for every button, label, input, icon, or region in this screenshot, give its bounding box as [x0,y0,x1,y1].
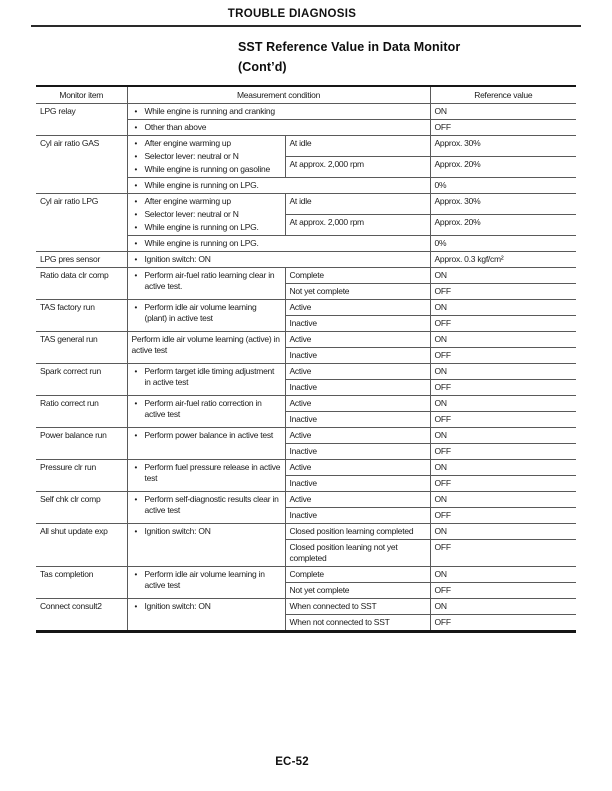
bullet-text: Perform fuel pressure release in active test [144,462,281,483]
monitor-item-cell: Cyl air ratio GAS [36,136,127,194]
reference-table [36,85,576,633]
bullet-text: While engine is running on LPG. [144,222,259,232]
monitor-item-cell: Self chk clr comp [36,492,127,524]
column-header: Monitor item [36,86,127,104]
sub-condition-cell: Active [285,428,430,444]
reference-value-cell: ON [430,460,576,476]
bullet-icon: • [134,197,138,206]
bullet-line [132,122,426,133]
reference-value-cell: ON [430,300,576,316]
bullet-text: After engine warming up [144,138,231,148]
bullet-text: Perform idle air volume learning in active test [144,569,265,590]
sub-condition-cell: Inactive [285,444,430,460]
bullet-line [132,462,281,484]
sub-condition-cell: When connected to SST [285,599,430,615]
bullet-line [132,196,281,207]
bullet-text: Perform power balance in active test [144,430,273,440]
sub-condition-cell: Active [285,300,430,316]
measurement-condition-cell [127,300,285,332]
reference-value-cell: 0% [430,236,576,252]
reference-value-cell: OFF [430,120,576,136]
bullet-icon: • [134,123,138,132]
sub-condition-cell: Active [285,332,430,348]
table-row [36,599,576,615]
bullet-line [132,398,281,420]
document-title: TROUBLE DIAGNOSIS [227,8,357,20]
monitor-item-cell: TAS general run [36,332,127,364]
bullet-line [132,151,281,162]
bullet-text: Perform self-diagnostic results clear in active test [144,494,279,515]
table-row [36,332,576,348]
bullet-line [132,106,426,117]
section-title-line2: (Cont’d) [238,60,287,74]
reference-value-cell: ON [430,268,576,284]
monitor-item-cell: Pressure clr run [36,460,127,492]
monitor-item-cell: Connect consult2 [36,599,127,632]
monitor-item-cell: Power balance run [36,428,127,460]
sub-condition-cell: Inactive [285,412,430,428]
reference-value-cell: Approx. 30% [430,136,576,157]
measurement-condition-cell: Perform idle air volume learning (active) in active test [127,332,285,364]
sub-condition-cell: At approx. 2,000 rpm [285,215,430,236]
sub-condition-cell: Active [285,460,430,476]
measurement-condition-cell [127,252,430,268]
bullet-line [132,222,281,233]
bullet-line [132,430,281,441]
reference-value-cell: ON [430,396,576,412]
table-head-row [36,86,576,104]
sub-condition-cell: At approx. 2,000 rpm [285,157,430,178]
monitor-item-cell: All shut update exp [36,524,127,567]
reference-value-cell: OFF [430,540,576,567]
measurement-condition-cell [127,428,285,460]
sub-condition-cell: Closed position leaning not yet completed [285,540,430,567]
sub-condition-cell: Inactive [285,316,430,332]
reference-value-cell: OFF [430,316,576,332]
bullet-line [132,254,426,265]
bullet-line [132,569,281,591]
table-row [36,194,576,215]
bullet-line [132,209,281,220]
reference-value-cell: OFF [430,583,576,599]
monitor-item-cell: Spark correct run [36,364,127,396]
bullet-icon: • [134,223,138,232]
bullet-line [132,366,281,388]
sub-condition-cell: Active [285,364,430,380]
sub-condition-cell: Inactive [285,508,430,524]
sub-condition-cell: At idle [285,136,430,157]
table-row [36,104,576,120]
reference-value-cell: ON [430,524,576,540]
reference-value-cell: Approx. 20% [430,157,576,178]
sub-condition-cell: Complete [285,567,430,583]
bullet-line [132,138,281,149]
bullet-line [132,302,281,324]
sub-condition-cell: Active [285,396,430,412]
reference-value-cell: OFF [430,412,576,428]
table-row [36,364,576,380]
reference-value-cell: OFF [430,508,576,524]
bullet-text: While engine is running on LPG. [144,180,259,190]
measurement-condition-cell [127,136,285,178]
bullet-line [132,270,281,292]
bullet-line [132,601,281,612]
monitor-item-cell: LPG relay [36,104,127,136]
bullet-icon: • [134,181,138,190]
table-row [36,136,576,157]
table-row [36,567,576,583]
reference-value-cell: ON [430,332,576,348]
reference-value-cell: ON [430,599,576,615]
measurement-condition-cell [127,567,285,599]
bullet-icon: • [134,495,138,504]
sub-condition-cell: Closed position learning completed [285,524,430,540]
bullet-icon: • [134,239,138,248]
bullet-line [132,494,281,516]
bullet-text: Other than above [144,122,207,132]
bullet-icon: • [134,165,138,174]
column-header: Reference value [430,86,576,104]
table-row [36,268,576,284]
bullet-text: Ignition switch: ON [144,601,211,611]
monitor-item-cell: Tas completion [36,567,127,599]
bullet-text: After engine warming up [144,196,231,206]
table-row [36,252,576,268]
bullet-icon: • [134,271,138,280]
bullet-line [132,164,281,175]
measurement-condition-cell [127,492,285,524]
bullet-text: While engine is running on LPG. [144,238,259,248]
sub-condition-cell: When not connected to SST [285,615,430,632]
reference-value-cell: ON [430,364,576,380]
bullet-icon: • [134,431,138,440]
monitor-item-cell: Cyl air ratio LPG [36,194,127,252]
bullet-text: Perform target idle timing adjustment in active test [144,366,275,387]
bullet-line [132,238,426,249]
reference-value-cell: OFF [430,444,576,460]
measurement-condition-cell [127,178,430,194]
bullet-icon: • [134,303,138,312]
page-number: EC-52 [275,756,309,768]
bullet-icon: • [134,210,138,219]
table-row [36,396,576,412]
table-header [36,86,576,104]
reference-value-cell: Approx. 0.3 kgf/cm² [430,252,576,268]
bullet-icon: • [134,255,138,264]
reference-value-cell: OFF [430,615,576,632]
measurement-condition-cell [127,524,285,567]
reference-value-cell: OFF [430,348,576,364]
table-row [36,300,576,316]
monitor-item-cell: TAS factory run [36,300,127,332]
measurement-condition-cell [127,268,285,300]
reference-value-cell: ON [430,428,576,444]
measurement-condition-cell [127,236,430,252]
sub-condition-cell: Not yet complete [285,284,430,300]
sub-condition-cell: Inactive [285,476,430,492]
section-title-line1: SST Reference Value in Data Monitor [238,40,461,54]
sub-condition-cell: Active [285,492,430,508]
bullet-icon: • [134,602,138,611]
measurement-condition-cell [127,104,430,120]
header-rule [31,25,581,27]
measurement-condition-cell [127,599,285,632]
reference-value-cell: ON [430,104,576,120]
table-row [36,524,576,540]
bullet-line [132,526,281,537]
reference-value-cell: OFF [430,284,576,300]
monitor-item-cell: LPG pres sensor [36,252,127,268]
bullet-text: Ignition switch: ON [144,526,211,536]
reference-value-cell: OFF [430,380,576,396]
measurement-condition-cell [127,396,285,428]
table-row [36,492,576,508]
measurement-condition-cell [127,460,285,492]
reference-value-cell: OFF [430,476,576,492]
bullet-text: Perform air-fuel ratio learning clear in active test. [144,270,275,291]
monitor-item-cell: Ratio data clr comp [36,268,127,300]
bullet-icon: • [134,399,138,408]
measurement-condition-cell [127,194,285,236]
bullet-line [132,180,426,191]
sub-condition-cell: Inactive [285,380,430,396]
section-title [238,37,460,77]
reference-value-cell: ON [430,567,576,583]
bullet-text: While engine is running and cranking [144,106,275,116]
bullet-text: Selector lever: neutral or N [144,209,239,219]
sub-condition-cell: Inactive [285,348,430,364]
reference-value-cell: ON [430,492,576,508]
monitor-item-cell: Ratio correct run [36,396,127,428]
bullet-text: While engine is running on gasoline [144,164,270,174]
table-body [36,104,576,632]
sub-condition-cell: Not yet complete [285,583,430,599]
bullet-text: Ignition switch: ON [144,254,211,264]
bullet-icon: • [134,367,138,376]
measurement-condition-cell [127,120,430,136]
bullet-icon: • [134,570,138,579]
bullet-icon: • [134,463,138,472]
table-row [36,428,576,444]
bullet-icon: • [134,107,138,116]
sub-condition-cell: At idle [285,194,430,215]
reference-value-cell: Approx. 20% [430,215,576,236]
bullet-text: Selector lever: neutral or N [144,151,239,161]
measurement-condition-cell [127,364,285,396]
column-header: Measurement condition [127,86,430,104]
bullet-icon: • [134,139,138,148]
sub-condition-cell: Complete [285,268,430,284]
bullet-icon: • [134,527,138,536]
reference-value-cell: 0% [430,178,576,194]
table-row [36,460,576,476]
bullet-text: Perform air-fuel ratio correction in active test [144,398,262,419]
bullet-icon: • [134,152,138,161]
bullet-text: Perform idle air volume learning (plant) in active test [144,302,257,323]
reference-value-cell: Approx. 30% [430,194,576,215]
